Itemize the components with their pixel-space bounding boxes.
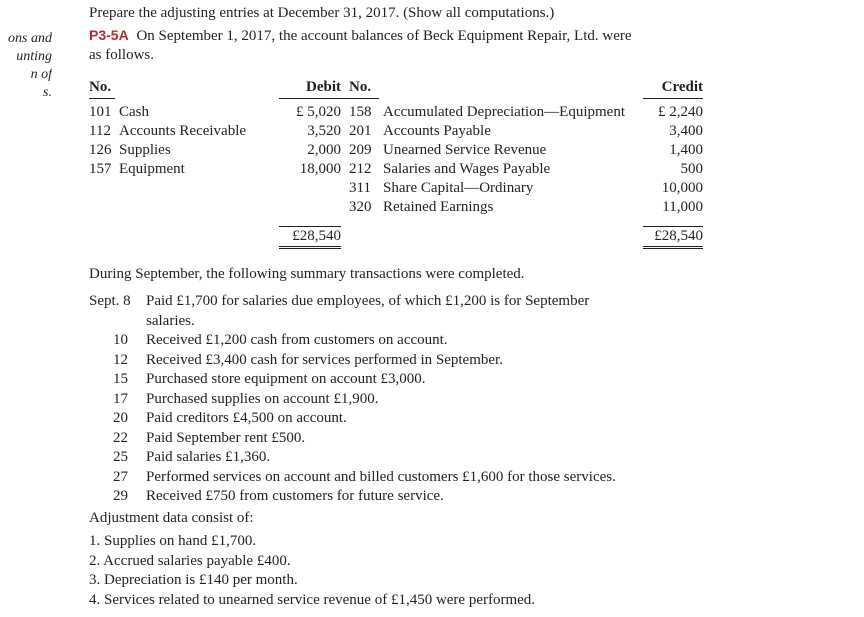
header-debit: Debit [279, 78, 341, 99]
credit-amount: 11,000 [662, 199, 703, 215]
credit-amount: 1,400 [669, 142, 703, 158]
total-debit: £28,540 [279, 227, 341, 248]
account-name: Accumulated Depreciation—Equipment [383, 104, 625, 120]
credit-amount: £ 2,240 [658, 104, 703, 120]
transaction-date: 17 [113, 390, 128, 407]
transaction-item [89, 292, 616, 312]
adjustment-item: 2. Accrued salaries payable £400. [89, 552, 291, 569]
account-no: 101 [89, 104, 112, 120]
margin-note-line: unting [16, 49, 52, 64]
account-no: 212 [349, 161, 372, 177]
account-name: Share Capital—Ordinary [383, 180, 534, 196]
problem-text: On September 1, 2017, the account balances of Beck Equipment Repair, Ltd. were [136, 28, 632, 44]
account-no: 320 [349, 199, 372, 215]
transaction-text: Performed services on account and billed customers £1,600 for those services. [146, 468, 616, 485]
account-no: 311 [349, 180, 371, 196]
header-no: No. [89, 78, 115, 99]
transaction-item-cont [89, 312, 616, 332]
account-name: Unearned Service Revenue [383, 142, 547, 158]
transaction-item [89, 429, 616, 449]
account-no: 209 [349, 142, 372, 158]
table-row [89, 160, 703, 179]
transaction-text: Received £1,200 cash from customers on account. [146, 332, 448, 348]
transaction-text: Purchased supplies on account £1,900. [146, 390, 379, 407]
margin-note-line: s. [43, 85, 52, 100]
table-row [89, 141, 703, 160]
header-credit: Credit [643, 78, 703, 99]
transaction-text: salaries. [146, 312, 195, 329]
debit-amount: 3,520 [307, 123, 341, 139]
credit-amount: 10,000 [661, 180, 703, 196]
transactions-intro: During September, the following summary transactions were completed. [89, 266, 525, 282]
table-row [89, 103, 703, 122]
adjustment-item: 1. Supplies on hand £1,700. [89, 533, 257, 549]
account-name: Equipment [119, 161, 185, 177]
account-name: Salaries and Wages Payable [383, 161, 551, 177]
transaction-item [89, 370, 616, 390]
account-name: Accounts Payable [383, 123, 491, 139]
trial-balance-table [89, 78, 703, 249]
transaction-item [89, 448, 616, 468]
problem-line [89, 26, 849, 46]
transaction-date: 10 [113, 332, 128, 348]
transaction-text: Purchased store equipment on account £3,000. [146, 371, 426, 387]
transaction-text: Paid £1,700 for salaries due employees, of which £1,200 is for September [146, 293, 590, 309]
problem-label: P3-5A [89, 27, 129, 43]
account-no: 126 [89, 142, 112, 158]
transaction-date: 20 [113, 410, 128, 426]
transaction-text: Paid September rent £500. [146, 429, 306, 446]
account-name: Cash [119, 104, 149, 120]
account-name: Retained Earnings [383, 199, 494, 215]
totals-row [89, 227, 703, 248]
transaction-date: 15 [113, 371, 128, 387]
transaction-text: Paid creditors £4,500 on account. [146, 410, 347, 426]
account-name: Supplies [119, 142, 171, 158]
transaction-date: 12 [113, 351, 128, 368]
transaction-date: 25 [113, 449, 128, 465]
transaction-date: Sept. 8 [89, 293, 131, 309]
transaction-date: 22 [113, 429, 128, 446]
credit-amount: 500 [680, 161, 703, 177]
transaction-text: Paid salaries £1,360. [146, 449, 271, 465]
debit-amount: 2,000 [307, 142, 341, 158]
margin-note-line: n of [30, 67, 52, 82]
transaction-date: 27 [113, 468, 128, 485]
transaction-item [89, 351, 616, 371]
account-name: Accounts Receivable [119, 123, 247, 139]
margin-note-line: ons and [8, 31, 52, 46]
account-no: 158 [349, 104, 372, 120]
adjustments-list [89, 532, 535, 610]
instruction-line: Prepare the adjusting entries at December 31, 2017. (Show all computations.) [89, 5, 555, 21]
table-header-row [89, 78, 703, 99]
transaction-date: 29 [113, 488, 128, 504]
transaction-text: Received £750 from customers for future service. [146, 488, 444, 504]
adjustment-item: 4. Services related to unearned service revenue of £1,450 were performed. [89, 591, 536, 608]
transactions-list [89, 292, 616, 507]
account-no: 157 [89, 161, 112, 177]
transaction-item [89, 487, 616, 507]
transaction-item [89, 390, 616, 410]
table-row [89, 198, 703, 217]
header-no-2: No. [341, 78, 379, 99]
credit-amount: 3,400 [669, 123, 703, 139]
debit-amount: £ 5,020 [296, 104, 341, 120]
problem-text-cont: as follows. [89, 47, 154, 63]
adjustment-item: 3. Depreciation is £140 per month. [89, 572, 298, 588]
account-no: 112 [89, 123, 111, 139]
intro-text [89, 0, 849, 65]
transaction-text: Received £3,400 cash for services performed in September. [146, 351, 503, 368]
transaction-item [89, 468, 616, 488]
debit-amount: 18,000 [299, 161, 341, 177]
adjustment-intro: Adjustment data consist of: [89, 510, 254, 526]
total-credit: £28,540 [643, 227, 703, 248]
transaction-item [89, 409, 616, 429]
account-no: 201 [349, 123, 372, 139]
margin-note [0, 30, 52, 102]
table-row [89, 122, 703, 141]
table-row [89, 179, 703, 198]
transaction-item [89, 331, 616, 351]
